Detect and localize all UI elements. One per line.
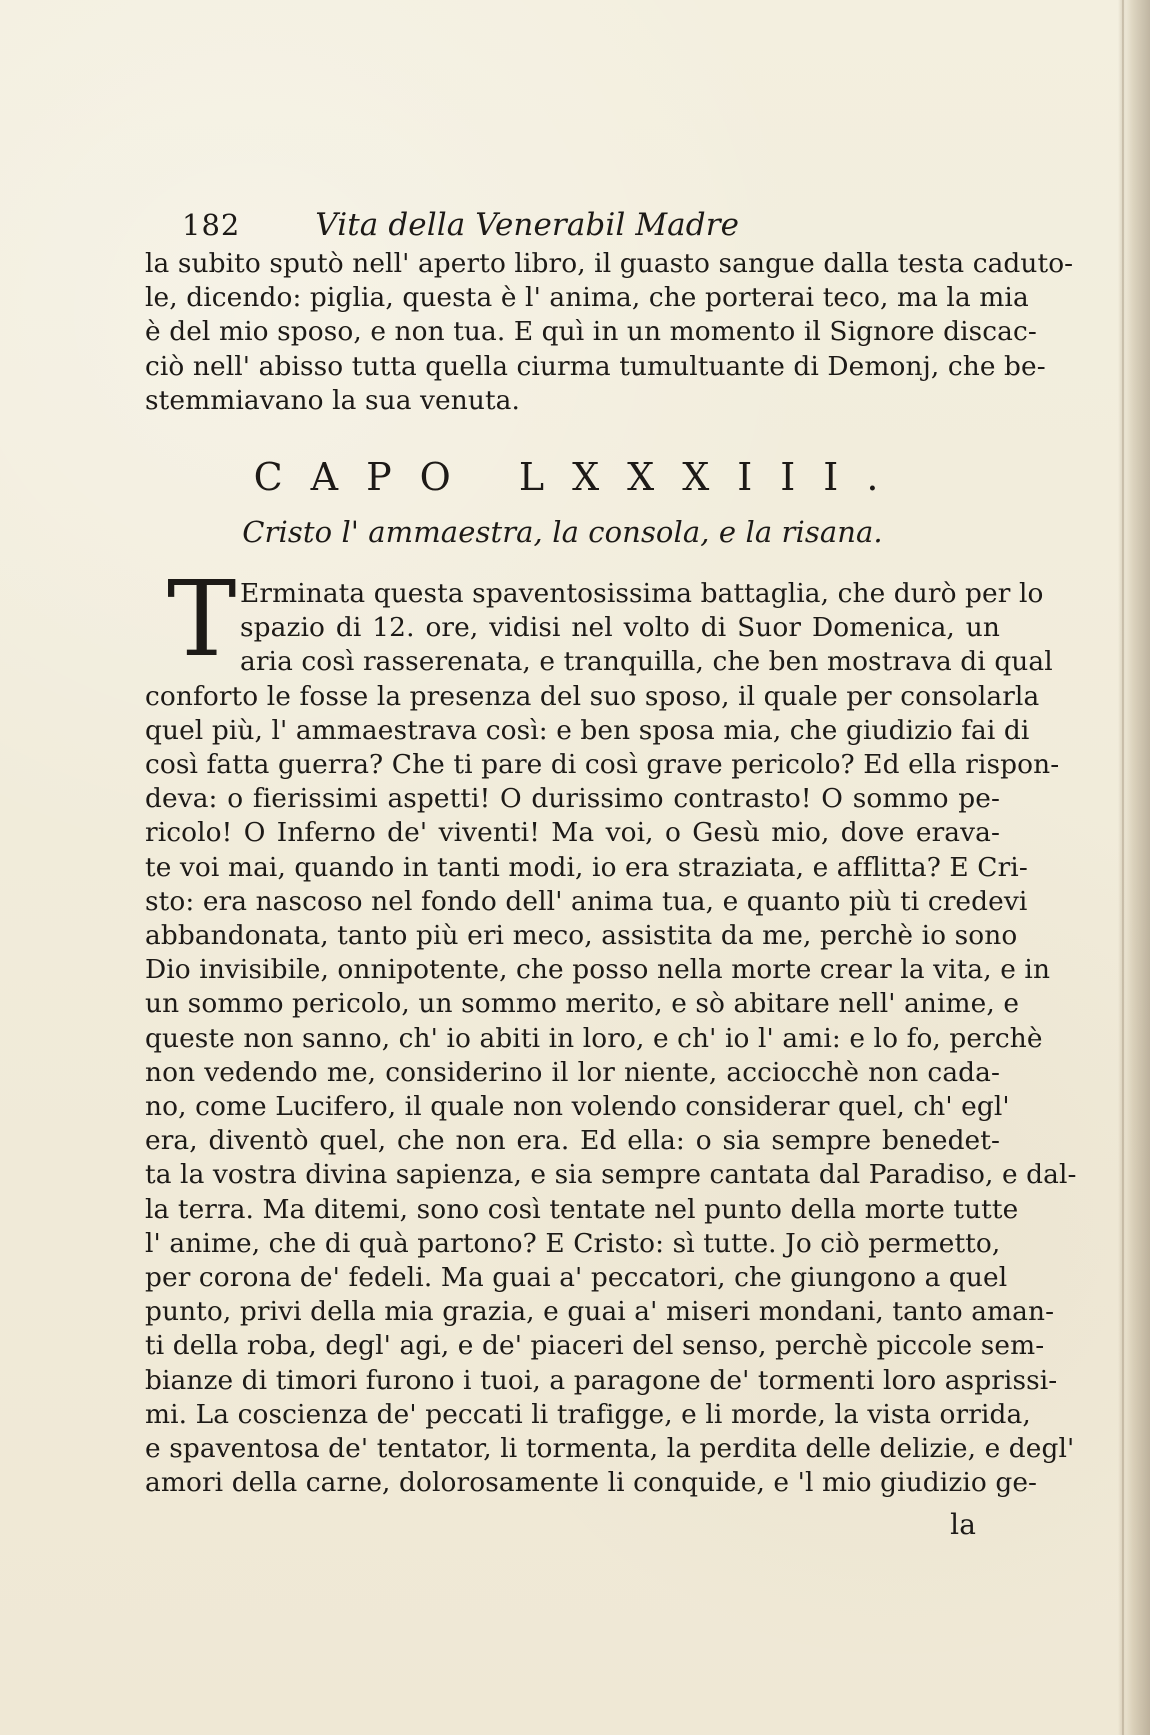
text-line: quel più, l' ammaestrava così: e ben sposa mia, che giudizio fai di	[145, 714, 1030, 746]
chapter-subtitle: Cristo l' ammaestra, la consola, e la risana.	[242, 515, 883, 550]
text-line: no, come Lucifero, il quale non volendo considerar quel, ch' egl'	[145, 1091, 1010, 1123]
text-line: la subito sputò nell' aperto libro, il guasto sangue dalla testa caduto-	[145, 248, 1074, 279]
text-line: conforto le fosse la presenza del suo sposo, il quale per consolarla	[145, 680, 1040, 712]
text-line: ricolo! O Inferno de' viventi! Ma voi, o Gesù mio, dove erava-	[145, 817, 1000, 849]
text-line: te voi mai, quando in tanti modi, io era straziata, e afflitta? E Cri-	[145, 851, 1028, 883]
text-line: l' anime, che di quà partono? E Cristo: sì tutte. Jo ciò permetto,	[145, 1227, 1001, 1259]
text-line: così fatta guerra? Che ti pare di così grave pericolo? Ed ella rispon-	[145, 749, 1060, 781]
text-line: aria così rasserenata, e tranquilla, che ben mostrava di qual	[240, 646, 1053, 678]
text-line: non vedendo me, considerino il lor niente, acciocchè non cada-	[145, 1056, 1000, 1088]
text-line: mi. La coscienza de' peccati li trafigge, e li morde, la vista orrida,	[145, 1398, 1031, 1430]
opening-paragraph	[145, 247, 1074, 418]
chapter-body	[145, 558, 1077, 1500]
chapter-title: CAPO LXXXIII.	[253, 455, 907, 500]
text-line: bianze di timori furono i tuoi, a paragone de' tormenti loro asprissi-	[145, 1364, 1058, 1396]
text-line: abbandonata, tanto più eri meco, assistita da me, perchè io sono	[145, 920, 1018, 952]
text-line: spazio di 12. ore, vidisi nel volto di Suor Domenica, un	[240, 612, 1000, 644]
text-line: è del mio sposo, e non tua. E quì in un momento il Signore discac-	[145, 316, 1037, 348]
text-line: amori della carne, dolorosamente li conquide, e 'l mio giudizio ge-	[145, 1467, 1038, 1499]
text-line: ciò nell' abisso tutta quella ciurma tumultuante di Demonj, che be-	[145, 350, 1046, 382]
page-content	[145, 207, 1077, 1541]
text-line: era, diventò quel, che non era. Ed ella: o sia sempre benedet-	[145, 1125, 1000, 1157]
text-line: e spaventosa de' tentator, li tormenta, la perdita delle delizie, e degl'	[145, 1433, 1075, 1465]
running-title: Vita della Venerabil Madre	[315, 207, 740, 243]
catchword: la	[950, 1507, 976, 1541]
page-right-edge	[1122, 0, 1150, 1735]
text-line: un sommo pericolo, un sommo merito, e sò abitare nell' anime, e	[145, 988, 1020, 1020]
text-line: ta la vostra divina sapienza, e sia sempre cantata dal Paradiso, e dal-	[145, 1159, 1077, 1191]
text-line: deva: o fierissimi aspetti! O durissimo contrasto! O sommo pe-	[145, 783, 1000, 815]
text-line: punto, privi della mia grazia, e guai a' miseri mondani, tanto aman-	[145, 1296, 1055, 1328]
text-line: ti della roba, degl' agi, e de' piaceri del senso, perchè piccole sem-	[145, 1330, 1045, 1362]
page-header	[182, 207, 902, 243]
text-line: Dio invisibile, onnipotente, che posso nella morte crear la vita, e in	[145, 954, 1051, 986]
text-line: le, dicendo: piglia, questa è l' anima, che porterai teco, ma la mia	[145, 282, 1029, 314]
text-line: queste non sanno, ch' io abiti in loro, e ch' io l' ami: e lo fo, perchè	[145, 1022, 1043, 1054]
text-line: la terra. Ma ditemi, sono così tentate nel punto della morte tutte	[145, 1193, 1019, 1225]
text-line: sto: era nascoso nel fondo dell' anima tua, e quanto più ti credevi	[145, 885, 1028, 917]
text-line: Erminata questa spaventosissima battaglia, che durò per lo	[240, 578, 1044, 610]
page-number: 182	[182, 208, 241, 242]
drop-cap: T	[167, 558, 237, 681]
text-line: per corona de' fedeli. Ma guai a' peccatori, che giungono a quel	[145, 1262, 1008, 1294]
text-line: stemmiavano la sua venuta.	[145, 384, 520, 416]
page-fold-shadow	[1118, 0, 1126, 1735]
